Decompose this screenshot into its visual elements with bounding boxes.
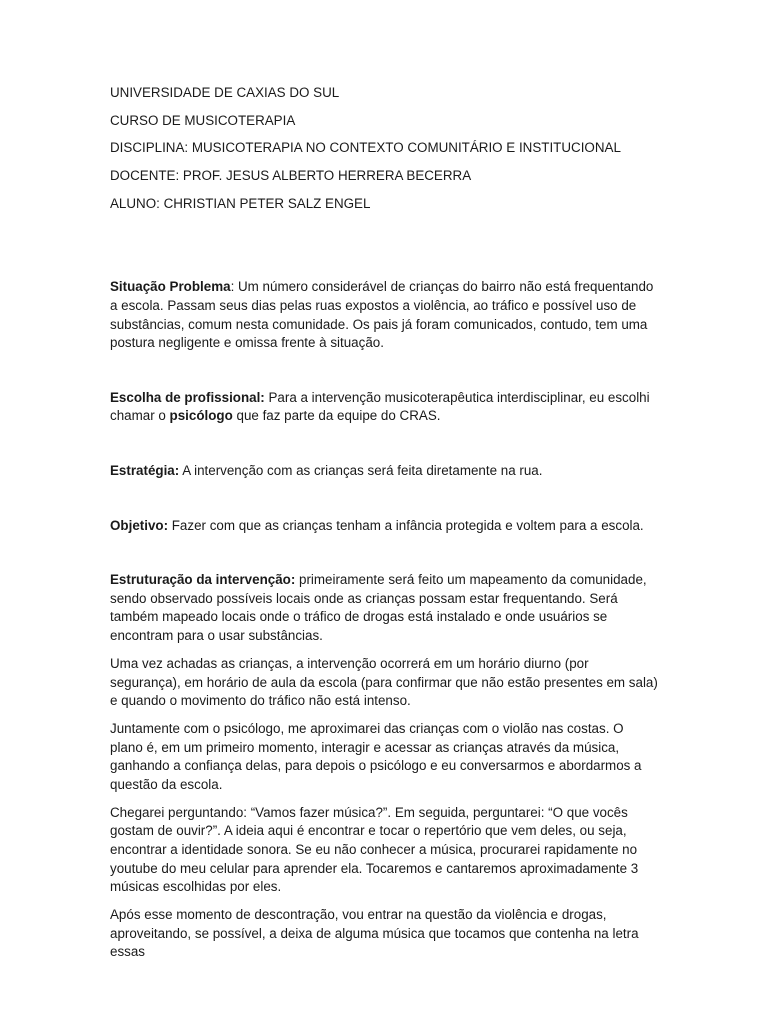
- teacher-line: DOCENTE: PROF. JESUS ALBERTO HERRERA BECERRA: [110, 168, 472, 184]
- body-paragraph: Uma vez achadas as crianças, a intervenção ocorrerá em um horário diurno (por segurança), em horário de aula da escola (para confirmar que não estão presentes em sala) e quando o movimento do tráfico não está intenso.: [110, 655, 658, 709]
- objetivo-label: Objetivo:: [110, 517, 169, 533]
- document-header: [110, 84, 658, 213]
- situacao-problema-label: Situação Problema: [110, 279, 231, 295]
- estrategia-paragraph: [110, 462, 658, 481]
- estruturacao-paragraph: [110, 571, 658, 645]
- escolha-profissional-text-after: que faz parte da equipe do CRAS.: [232, 408, 441, 424]
- document-body: [110, 84, 658, 971]
- escolha-profissional-label: Escolha de profissional:: [110, 389, 265, 405]
- university-line: UNIVERSIDADE DE CAXIAS DO SUL: [110, 85, 340, 100]
- situacao-problema-paragraph: [110, 278, 658, 352]
- estruturacao-text: primeiramente será feito um mapeamento da comunidade, sendo observado possíveis locais onde as crianças possam estar frequentando. Será também mapeado locais onde o tráfico de drogas está instalado e onde usuários se encontram para o usar substâncias.: [110, 572, 647, 643]
- escolha-profissional-bold-word: psicólogo: [169, 408, 233, 424]
- objetivo-text: Fazer com que as crianças tenham a infância protegida e voltem para a escola.: [168, 517, 644, 533]
- body-paragraph: Juntamente com o psicólogo, me aproximarei das crianças com o violão nas costas. O plano é, em um primeiro momento, interagir e acessar as crianças através da música, ganhando a confiança delas, para depois o psicólogo e eu conversarmos e abordarmos a questão da escola.: [110, 721, 642, 792]
- escolha-profissional-text-before: Para a intervenção musicoterapêutica interdisciplinar, eu escolhi chamar o: [110, 389, 650, 424]
- estrategia-label: Estratégia:: [110, 463, 180, 478]
- discipline-line: DISCIPLINA: MUSICOTERAPIA NO CONTEXTO COMUNITÁRIO E INSTITUCIONAL: [110, 140, 621, 156]
- situacao-problema-text: : Um número considerável de crianças do bairro não está frequentando a escola. Passam seus dias pelas ruas expostos a violência, ao tráfico e possível uso de substâncias, comum nesta comunidade. Os pais já foram comunicados, contudo, tem uma postura negligente e omissa frente à situação.: [110, 279, 654, 351]
- estrategia-text: A intervenção com as crianças será feita diretamente na rua.: [179, 463, 543, 478]
- estruturacao-label: Estruturação da intervenção:: [110, 572, 296, 588]
- body-paragraph: Chegarei perguntando: “Vamos fazer música?”. Em seguida, perguntarei: “O que vocês gostam de ouvir?”. A ideia aqui é encontrar e tocar o repertório que vem deles, ou seja, encontrar a identidade sonora. Se eu não conhecer a música, procurarei rapidamente no youtube do meu celular para aprender ela. Tocaremos e cantaremos aproximadamente 3 músicas escolhidas por eles.: [110, 804, 639, 895]
- course-line: CURSO DE MUSICOTERAPIA: [110, 112, 296, 128]
- body-paragraph: Após esse momento de descontração, vou entrar na questão da violência e drogas, aproveitando, se possível, a deixa de alguma música que tocamos que contenha na letra essas: [110, 907, 639, 960]
- student-line: ALUNO: CHRISTIAN PETER SALZ ENGEL: [110, 195, 371, 211]
- objetivo-paragraph: [110, 517, 658, 536]
- escolha-profissional-paragraph: [110, 389, 658, 426]
